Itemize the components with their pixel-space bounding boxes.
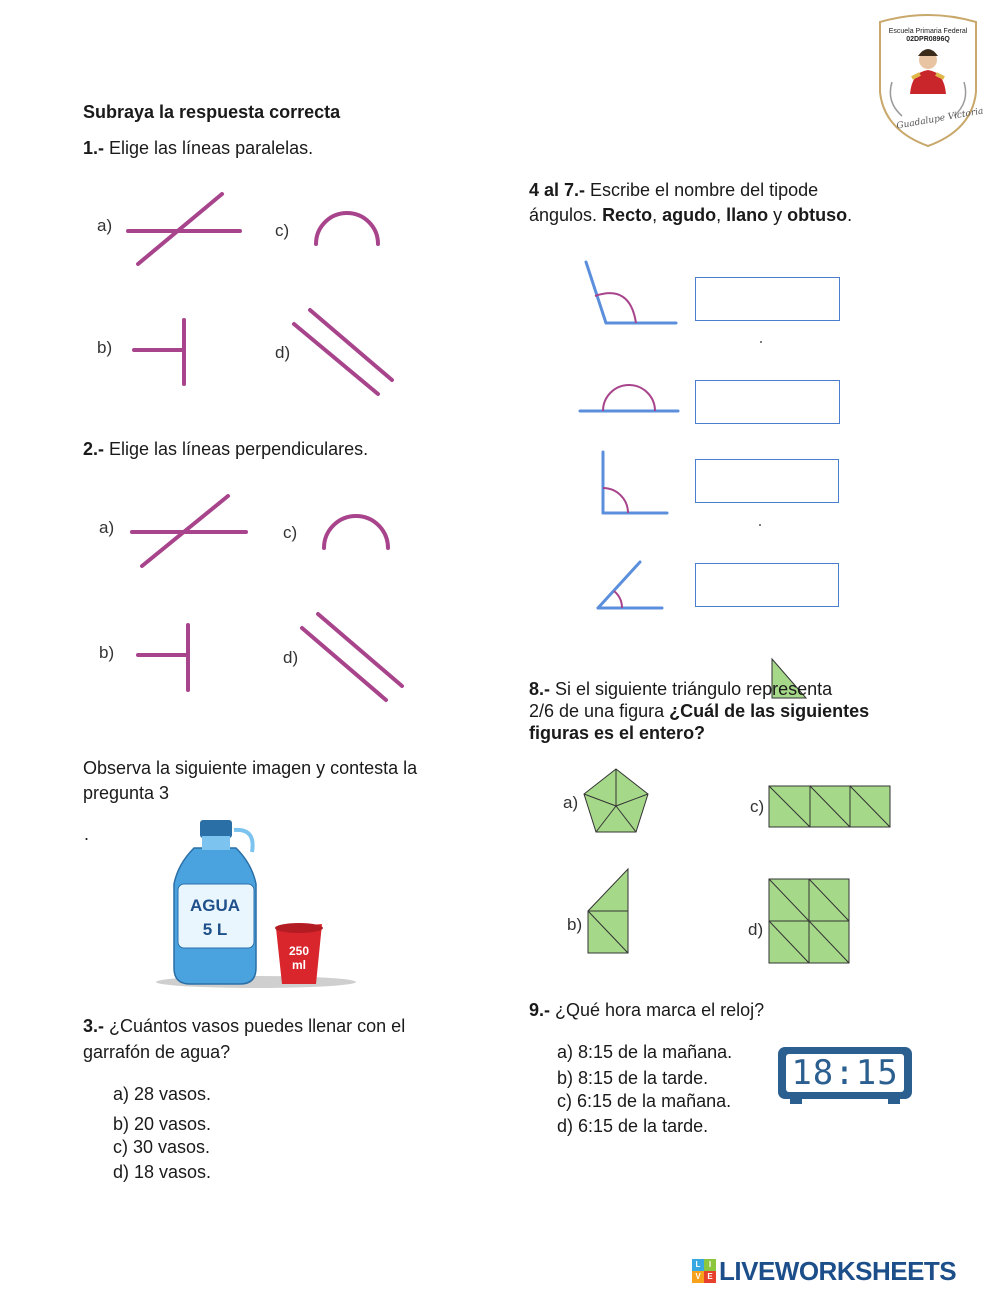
- q2-number: 2.-: [83, 439, 105, 459]
- badge-line1: Escuela Primaria Federal: [888, 28, 968, 35]
- q1-label-d[interactable]: d): [275, 343, 291, 362]
- q3-option-a[interactable]: a) 28 vasos.: [113, 1084, 212, 1104]
- q3-option-c[interactable]: c) 30 vasos.: [113, 1137, 211, 1157]
- q3-option-d[interactable]: d) 18 vasos.: [113, 1162, 212, 1182]
- bottle-brand: AGUA: [189, 896, 241, 915]
- q8-line1: Si el siguiente triángulo representa: [550, 679, 833, 699]
- q9-option-a[interactable]: a) 8:15 de la mañana.: [557, 1042, 733, 1062]
- q2-text: Elige las líneas perpendiculares.: [104, 439, 369, 459]
- q4-number: 4 al 7.-: [529, 180, 586, 200]
- q8-line3: figuras es el entero?: [529, 723, 706, 743]
- q2-label-c[interactable]: c): [283, 523, 298, 542]
- q9-number: 9.-: [529, 1000, 551, 1020]
- q4-sep3: y: [768, 205, 788, 225]
- page-title: Subraya la respuesta correcta: [83, 102, 341, 122]
- q4-end: .: [847, 205, 853, 225]
- badge-signature: Guadalupe Victoria: [895, 106, 985, 132]
- bottle-volume: 5 L: [202, 920, 228, 939]
- liveworksheets-logo[interactable]: [692, 1256, 990, 1286]
- q2-label-a[interactable]: a): [99, 518, 115, 537]
- q9-option-c[interactable]: c) 6:15 de la mañana.: [557, 1091, 732, 1111]
- q1-number: 1.-: [83, 138, 105, 158]
- q8-label-c[interactable]: c): [750, 797, 765, 816]
- q4-word-llano: llano: [726, 205, 769, 225]
- q8-line2-bold: ¿Cuál de las siguientes: [669, 701, 870, 721]
- logo-letter-l: L: [692, 1259, 704, 1271]
- q8-label-a[interactable]: a): [563, 793, 579, 812]
- q3-option-b[interactable]: b) 20 vasos.: [113, 1114, 212, 1134]
- q4-word-recto: Recto: [602, 205, 653, 225]
- cup-label-2: ml: [291, 958, 306, 972]
- q8-label-d[interactable]: d): [748, 920, 764, 939]
- q1-label-c[interactable]: c): [275, 221, 290, 240]
- logo-text: LIVEWORKSHEETS: [719, 1256, 957, 1286]
- logo-letter-i: I: [704, 1259, 716, 1271]
- observe-line1: Observa la siguiente imagen y contesta la: [83, 758, 418, 778]
- q2-label-d[interactable]: d): [283, 648, 299, 667]
- digital-clock: [776, 1045, 914, 1105]
- q3-line2: garrafón de agua?: [83, 1042, 231, 1062]
- q9-option-d[interactable]: d) 6:15 de la tarde.: [557, 1116, 709, 1136]
- q4-sep1: ,: [652, 205, 663, 225]
- observe-dot: .: [84, 824, 90, 844]
- q8-label-b[interactable]: b): [567, 915, 583, 934]
- observe-line2: pregunta 3: [83, 783, 170, 803]
- q3-line1: ¿Cuántos vasos puedes llenar con el: [104, 1016, 406, 1036]
- q2-label-b[interactable]: b): [99, 643, 115, 662]
- q4-line2-pre: ángulos.: [529, 205, 603, 225]
- logo-letter-v: V: [692, 1271, 704, 1283]
- q4-sep2: ,: [716, 205, 727, 225]
- q4-word-obtuso: obtuso: [787, 205, 848, 225]
- q8-line2-pre: 2/6 de una figura: [529, 701, 670, 721]
- q8-number: 8.-: [529, 679, 551, 699]
- q9-option-b[interactable]: b) 8:15 de la tarde.: [557, 1068, 709, 1088]
- clock-display: 18:15: [791, 1053, 899, 1093]
- q3-number: 3.-: [83, 1016, 105, 1036]
- q1-label-b[interactable]: b): [97, 338, 113, 357]
- q4-word-agudo: agudo: [662, 205, 717, 225]
- q3-prompt: [83, 1014, 405, 1038]
- q1-text: Elige las líneas paralelas.: [104, 138, 314, 158]
- q1-label-a[interactable]: a): [97, 216, 113, 235]
- q4-line1: Escribe el nombre del tipode: [585, 180, 819, 200]
- badge-line2: 02DPR0896Q: [906, 36, 950, 43]
- logo-icon: [692, 1259, 716, 1283]
- q9-text: ¿Qué hora marca el reloj?: [550, 1000, 765, 1020]
- q9-prompt: [529, 998, 764, 1022]
- cup-label-1: 250: [288, 944, 310, 958]
- logo-letter-e: E: [704, 1271, 716, 1283]
